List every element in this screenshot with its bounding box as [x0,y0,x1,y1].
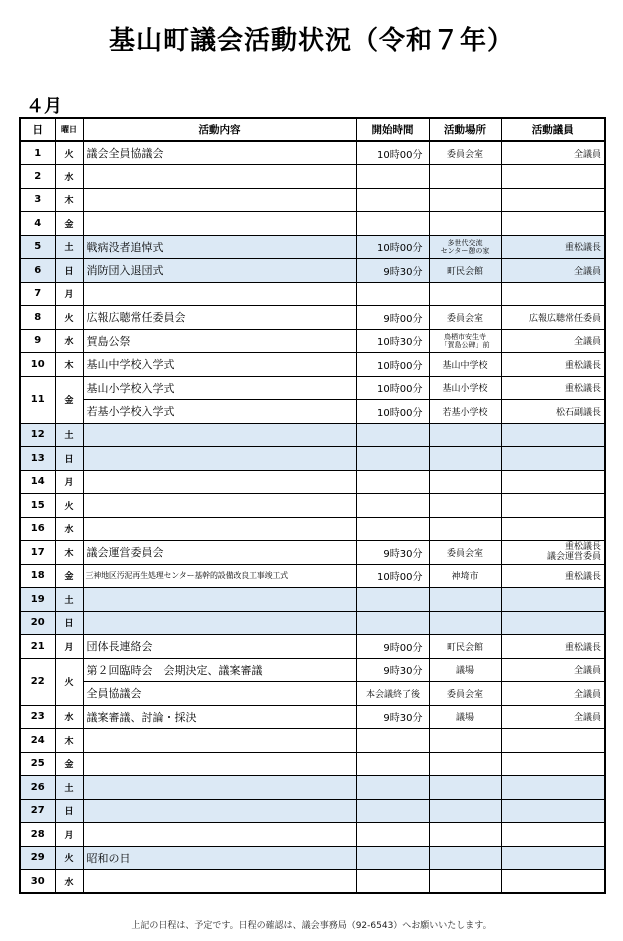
table-row [20,353,605,377]
weekday-cell: 土 [55,235,83,259]
weekday-cell: 水 [55,870,83,894]
day-cell: 3 [20,188,55,212]
day-cell: 24 [20,729,55,753]
place-cell [429,752,501,776]
member-cell [501,470,605,494]
table-row [20,259,605,283]
content-cell [83,423,356,447]
table-row [20,705,605,729]
time-cell [356,282,429,306]
place-cell [429,823,501,847]
place-cell [429,776,501,800]
time-cell [356,799,429,823]
member-cell [501,423,605,447]
table-row [20,799,605,823]
place-cell: 町民会館 [429,259,501,283]
table-row [20,635,605,659]
place-cell: 基山小学校 [429,376,501,400]
place-line-1: 鳥栖市安生寺 [444,332,486,341]
weekday-cell: 火 [55,141,83,165]
time-cell [356,752,429,776]
table-row [20,823,605,847]
place-cell [429,165,501,189]
content-cell [83,776,356,800]
header-day: 日 [20,118,55,141]
place-cell: 神埼市 [429,564,501,588]
place-cell: 議場 [429,705,501,729]
content-cell [83,282,356,306]
content-cell: 若基小学校入学式 [83,400,356,424]
table-row [20,588,605,612]
time-cell [356,588,429,612]
table-row [20,282,605,306]
table-row [20,447,605,471]
member-cell [501,729,605,753]
time-cell [356,776,429,800]
weekday-cell: 水 [55,705,83,729]
day-cell: 1 [20,141,55,165]
time-cell [356,447,429,471]
table-row [20,212,605,236]
weekday-cell: 土 [55,776,83,800]
weekday-cell: 水 [55,165,83,189]
time-cell [356,188,429,212]
content-cell: 昭和の日 [83,846,356,870]
place-cell [429,188,501,212]
time-cell: 9時00分 [356,306,429,330]
day-cell: 27 [20,799,55,823]
member-cell: 重松議長 [501,564,605,588]
table-row [20,541,605,565]
member-cell: 全議員 [501,658,605,682]
content-cell [83,188,356,212]
weekday-cell: 木 [55,541,83,565]
place-cell [429,517,501,541]
content-cell [83,823,356,847]
table-row [20,235,605,259]
day-cell: 6 [20,259,55,283]
member-cell: 広報広聴常任委員 [501,306,605,330]
weekday-cell: 土 [55,423,83,447]
content-cell: 三神地区汚泥再生処理センター基幹的設備改良工事竣工式 [83,564,356,588]
place-line-1: 多世代交流 [447,238,483,247]
weekday-cell: 月 [55,470,83,494]
table-row [20,141,605,165]
member-cell [501,447,605,471]
time-cell: 10時00分 [356,564,429,588]
member-cell [501,188,605,212]
place-cell: 基山中学校 [429,353,501,377]
member-cell [501,588,605,612]
place-cell: 委員会室 [429,682,501,706]
time-cell [356,846,429,870]
content-cell [83,729,356,753]
content-cell [83,870,356,894]
content-cell: 基山中学校入学式 [83,353,356,377]
place-cell: 若基小学校 [429,400,501,424]
content-cell [83,588,356,612]
member-cell: 重松議長 [501,353,605,377]
day-cell: 22 [20,658,55,705]
place-cell [429,494,501,518]
member-cell [501,870,605,894]
table-row [20,517,605,541]
day-cell: 17 [20,541,55,565]
header-weekday: 曜日 [55,118,83,141]
member-cell: 全議員 [501,682,605,706]
footer-note: 上記の日程は、予定です。日程の確認は、議会事務局（92-6543）へお願いいたします。 [131,921,492,931]
table-row [20,494,605,518]
day-cell: 4 [20,212,55,236]
place-cell: 町民会館 [429,635,501,659]
place-cell: 委員会室 [429,306,501,330]
header-place: 活動場所 [429,118,501,141]
member-line-1: 重松議長 [564,542,601,553]
table-row [20,423,605,447]
content-cell [83,447,356,471]
table-row [20,611,605,635]
weekday-cell: 金 [55,376,83,423]
day-cell: 5 [20,235,55,259]
content-cell: 賀島公祭 [83,329,356,353]
member-cell [501,799,605,823]
weekday-cell: 土 [55,588,83,612]
member-cell: 重松議長 [501,635,605,659]
table-row [20,470,605,494]
weekday-cell: 日 [55,611,83,635]
time-cell [356,470,429,494]
member-cell [501,541,605,565]
place-cell [429,212,501,236]
header-content: 活動内容 [83,118,356,141]
time-cell: 9時30分 [356,541,429,565]
member-cell [501,212,605,236]
member-cell [501,517,605,541]
time-cell: 9時30分 [356,259,429,283]
table-row [20,776,605,800]
weekday-cell: 金 [55,212,83,236]
day-cell: 12 [20,423,55,447]
header-member: 活動議員 [501,118,605,141]
member-cell [501,282,605,306]
content-cell: 全員協議会 [83,682,356,706]
activity-table [19,117,606,894]
table-row [20,564,605,588]
member-cell: 重松議長 [501,235,605,259]
table-row [20,729,605,753]
content-cell: 議会運営委員会 [83,541,356,565]
time-cell: 本会議終了後 [356,682,429,706]
member-cell [501,823,605,847]
time-cell [356,212,429,236]
weekday-cell: 水 [55,329,83,353]
weekday-cell: 木 [55,188,83,212]
day-cell: 9 [20,329,55,353]
table-row [20,846,605,870]
member-cell: 松石副議長 [501,400,605,424]
table-row [20,400,605,424]
weekday-cell: 日 [55,259,83,283]
day-cell: 14 [20,470,55,494]
day-cell: 8 [20,306,55,330]
day-cell: 13 [20,447,55,471]
day-cell: 7 [20,282,55,306]
content-cell: 団体長連絡会 [83,635,356,659]
time-cell [356,611,429,635]
place-cell [429,588,501,612]
member-cell [501,494,605,518]
content-cell [83,517,356,541]
day-cell: 26 [20,776,55,800]
day-cell: 16 [20,517,55,541]
weekday-cell: 金 [55,752,83,776]
day-cell: 18 [20,564,55,588]
content-cell [83,752,356,776]
content-cell: 基山小学校入学式 [83,376,356,400]
time-cell: 10時00分 [356,400,429,424]
time-cell: 9時30分 [356,705,429,729]
member-cell [501,611,605,635]
place-line-2: センター憩の家 [440,246,490,255]
day-cell: 28 [20,823,55,847]
time-cell: 10時00分 [356,353,429,377]
member-line-2: 議会運営委員 [546,552,601,563]
member-cell: 全議員 [501,141,605,165]
day-cell: 15 [20,494,55,518]
member-cell: 全議員 [501,705,605,729]
table-row [20,658,605,682]
time-cell: 9時00分 [356,635,429,659]
time-cell: 9時30分 [356,658,429,682]
table-row [20,752,605,776]
month-label: ４月 [26,96,62,117]
day-cell: 20 [20,611,55,635]
weekday-cell: 火 [55,306,83,330]
member-cell: 全議員 [501,259,605,283]
day-cell: 21 [20,635,55,659]
member-cell [501,165,605,189]
day-cell: 19 [20,588,55,612]
day-cell: 29 [20,846,55,870]
member-cell: 重松議長 [501,376,605,400]
place-cell [429,282,501,306]
table-row [20,682,605,706]
day-cell: 30 [20,870,55,894]
time-cell: 10時30分 [356,329,429,353]
member-cell [501,752,605,776]
page-title: 基山町議会活動状況（令和７年） [108,26,514,56]
content-cell: 第２回臨時会 会期決定、議案審議 [83,658,356,682]
member-cell [501,846,605,870]
content-cell [83,611,356,635]
time-cell: 10時00分 [356,376,429,400]
weekday-cell: 火 [55,846,83,870]
place-cell [429,235,501,259]
weekday-cell: 火 [55,658,83,705]
table-row [20,306,605,330]
time-cell: 10時00分 [356,141,429,165]
content-cell: 議案審議、討論・採決 [83,705,356,729]
weekday-cell: 水 [55,517,83,541]
weekday-cell: 月 [55,282,83,306]
table-row [20,165,605,189]
day-cell: 23 [20,705,55,729]
time-cell [356,870,429,894]
weekday-cell: 日 [55,799,83,823]
place-cell [429,447,501,471]
header-time: 開始時間 [356,118,429,141]
table-header-row [20,118,605,141]
content-cell [83,799,356,823]
place-cell: 議場 [429,658,501,682]
content-cell [83,494,356,518]
time-cell [356,494,429,518]
content-cell: 戦病没者追悼式 [83,235,356,259]
day-cell: 11 [20,376,55,423]
place-cell [429,329,501,353]
time-cell [356,423,429,447]
weekday-cell: 木 [55,353,83,377]
time-cell [356,823,429,847]
weekday-cell: 日 [55,447,83,471]
content-cell: 消防団入退団式 [83,259,356,283]
place-cell: 委員会室 [429,541,501,565]
place-cell [429,729,501,753]
day-cell: 2 [20,165,55,189]
day-cell: 10 [20,353,55,377]
place-cell [429,846,501,870]
day-cell: 25 [20,752,55,776]
table-row [20,870,605,894]
place-cell [429,799,501,823]
table-row [20,376,605,400]
place-cell [429,611,501,635]
time-cell [356,165,429,189]
content-cell [83,165,356,189]
weekday-cell: 月 [55,635,83,659]
time-cell [356,729,429,753]
weekday-cell: 火 [55,494,83,518]
table-row [20,329,605,353]
weekday-cell: 金 [55,564,83,588]
place-cell [429,423,501,447]
place-cell [429,470,501,494]
content-cell: 議会全員協議会 [83,141,356,165]
member-cell: 全議員 [501,329,605,353]
place-cell: 委員会室 [429,141,501,165]
table-row [20,188,605,212]
time-cell [356,517,429,541]
time-cell: 10時00分 [356,235,429,259]
content-cell: 広報広聴常任委員会 [83,306,356,330]
content-cell [83,470,356,494]
weekday-cell: 木 [55,729,83,753]
content-cell [83,212,356,236]
member-cell [501,776,605,800]
place-cell [429,870,501,894]
weekday-cell: 月 [55,823,83,847]
place-line-2: 「賀島公碑」前 [440,340,490,349]
